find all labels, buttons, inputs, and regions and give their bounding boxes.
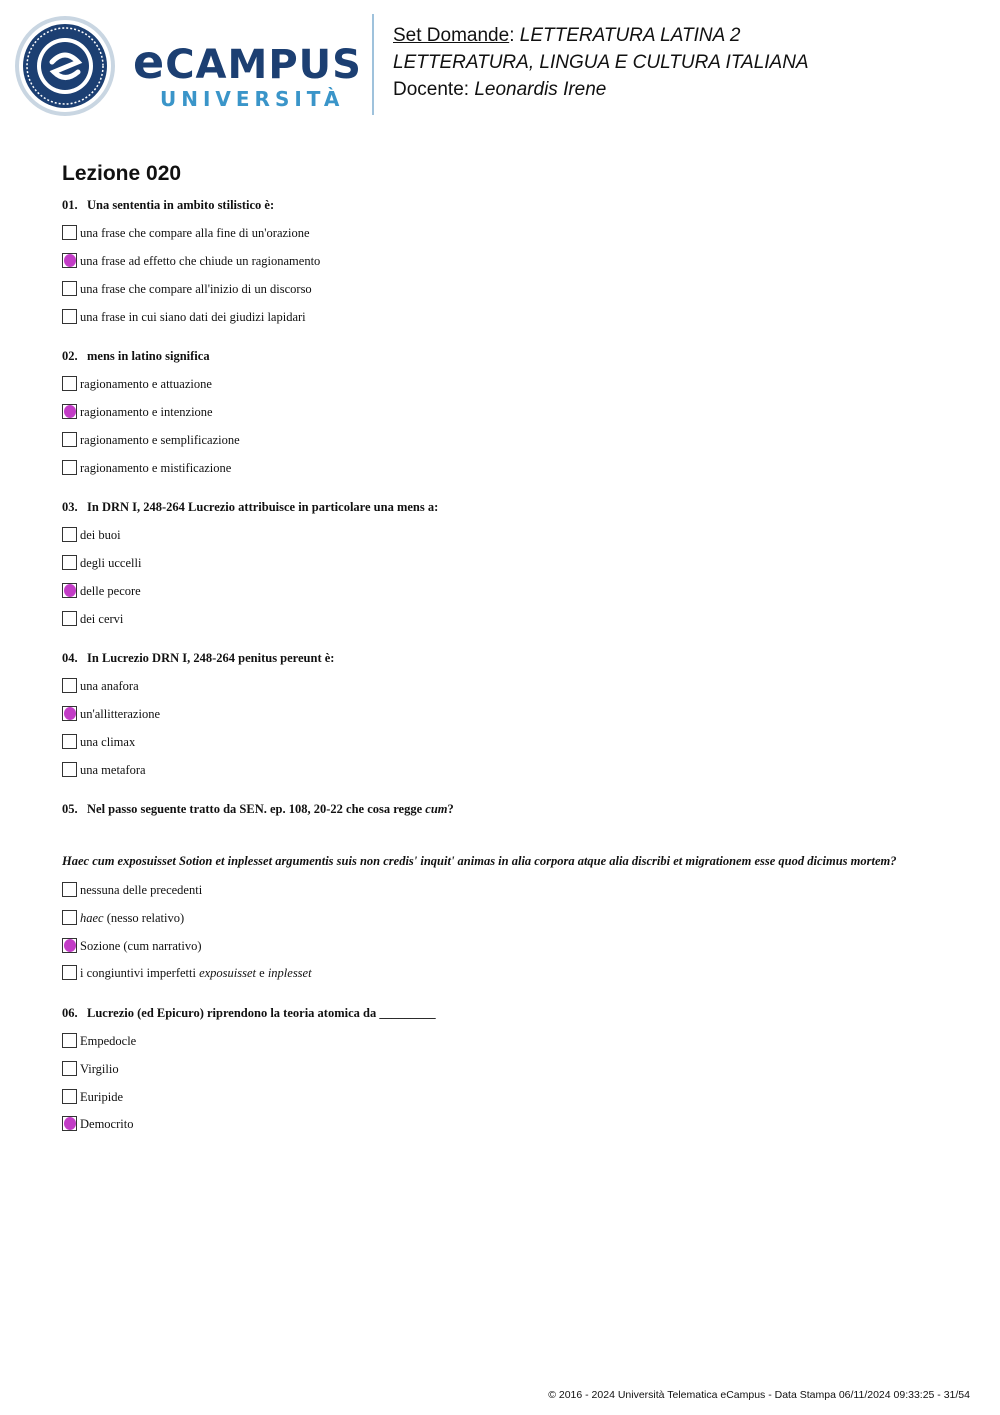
selected-mark-icon [64, 939, 76, 952]
question-04: 04. In Lucrezio DRN I, 248-264 penitus pereunt è: [62, 651, 335, 665]
checkbox[interactable] [62, 1033, 77, 1048]
lesson-title: Lezione 020 [62, 162, 182, 185]
checkbox[interactable] [62, 611, 77, 626]
question-02: 02. mens in latino significa [62, 349, 210, 363]
set-subtitle: LETTERATURA, LINGUA E CULTURA ITALIANA [393, 52, 809, 73]
question-01: 01. Una sententia in ambito stilistico è: [62, 198, 275, 212]
checkbox-selected[interactable] [62, 706, 77, 721]
selected-mark-icon [64, 1117, 76, 1130]
checkbox[interactable] [62, 432, 77, 447]
set-label: Set Domande [393, 25, 510, 46]
checkbox-selected[interactable] [62, 253, 77, 268]
checkbox-selected[interactable] [62, 404, 77, 419]
checkbox[interactable] [62, 225, 77, 240]
checkbox[interactable] [62, 882, 77, 897]
checkbox[interactable] [62, 460, 77, 475]
ecampus-seal-logo [14, 15, 116, 117]
latin-passage: Haec cum exposuisset Sotion et inplesset argumentis suis non credis' inquit' animas in alia corpora atque alia discribi et migrationem esse quod dicimus mortem? [62, 854, 897, 868]
selected-mark-icon [64, 405, 76, 418]
docente-name: Leonardis Irene [474, 79, 607, 100]
checkbox[interactable] [62, 527, 77, 542]
checkbox[interactable] [62, 678, 77, 693]
set-title: LETTERATURA LATINA 2 [519, 25, 741, 46]
header-divider [372, 14, 374, 115]
page-footer: © 2016 - 2024 Università Telematica eCampus - Data Stampa 06/11/2024 09:33:25 - 31/54 [548, 1389, 970, 1401]
checkbox[interactable] [62, 309, 77, 324]
question-03: 03. In DRN I, 248-264 Lucrezio attribuisce in particolare una mens a: [62, 500, 439, 514]
ecampus-wordmark: eCAMPUS [133, 35, 362, 89]
selected-mark-icon [64, 707, 76, 720]
set-info: Set Domande: LETTERATURA LATINA 2 LETTERATURA, LINGUA E CULTURA ITALIANA Docente: Leonardis Irene [393, 25, 809, 100]
checkbox[interactable] [62, 910, 77, 925]
checkbox[interactable] [62, 965, 77, 980]
checkbox-selected[interactable] [62, 938, 77, 953]
selected-mark-icon [64, 584, 76, 597]
question-05: 05. Nel passo seguente tratto da SEN. ep. 108, 20-22 che cosa regge cum? [62, 802, 454, 816]
checkbox[interactable] [62, 1061, 77, 1076]
checkbox[interactable] [62, 281, 77, 296]
selected-mark-icon [64, 254, 76, 267]
checkbox[interactable] [62, 762, 77, 777]
checkbox[interactable] [62, 1089, 77, 1104]
docente-label: Docente [393, 79, 464, 100]
question-06: 06. Lucrezio (ed Epicuro) riprendono la teoria atomica da _________ [62, 1006, 436, 1020]
checkbox-selected[interactable] [62, 1116, 77, 1131]
checkbox[interactable] [62, 734, 77, 749]
checkbox[interactable] [62, 555, 77, 570]
checkbox-selected[interactable] [62, 583, 77, 598]
page-header [0, 0, 1000, 130]
checkbox[interactable] [62, 376, 77, 391]
ecampus-universita-label: UNIVERSITÀ [160, 87, 345, 111]
